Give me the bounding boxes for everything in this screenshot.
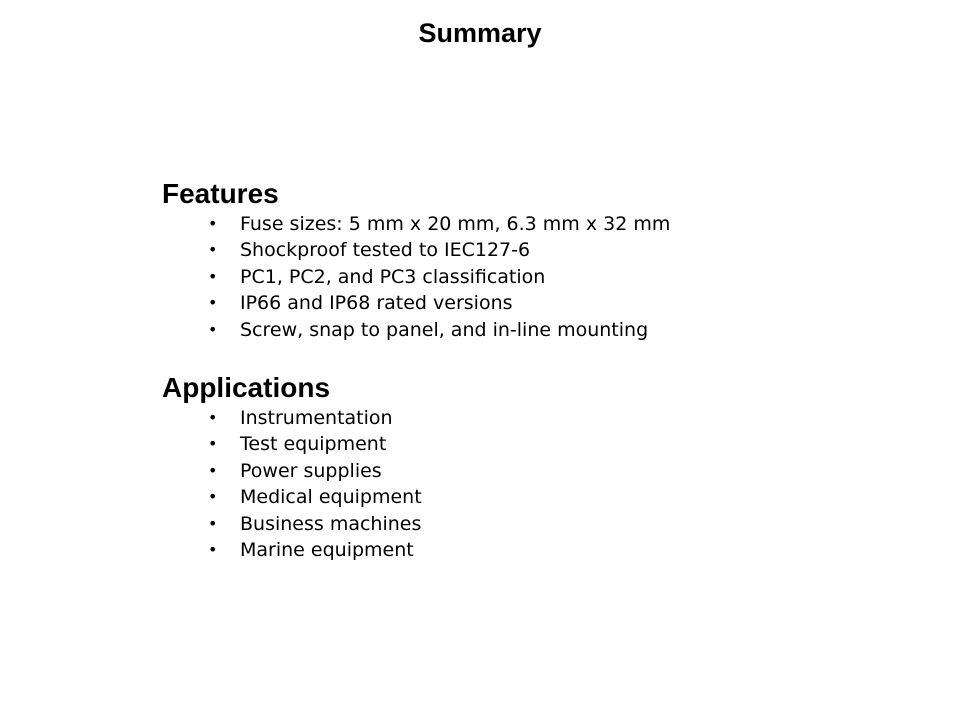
features-heading: Features [162,178,279,209]
feature-text: Fuse sizes: 5 mm x 20 mm, 6.3 mm x 32 mm [240,213,671,235]
applications-heading: Applications [162,372,331,403]
feature-text: PC1, PC2, and PC3 classification [240,265,546,288]
feature-text: Screw, snap to panel, and in-line mounting [240,318,649,341]
applications-list [162,405,422,563]
bullet-icon: • [208,513,218,533]
list-item [162,405,422,431]
application-text: Test equipment [240,433,387,456]
application-text: Power supplies [240,459,382,482]
list-item [162,290,670,316]
bullet-icon: • [208,214,218,233]
features-section [162,177,670,343]
bullet-icon: • [208,460,218,480]
page-title: Summary [418,18,542,48]
bullet-icon: • [208,487,218,507]
list-item [162,511,422,537]
features-list [162,211,670,343]
bullet-icon: • [208,434,218,454]
list-item [162,458,422,484]
bullet-icon: • [208,293,218,313]
application-text: Marine equipment [240,538,414,561]
bullet-icon: • [208,539,218,559]
list-item [162,211,670,237]
bullet-icon: • [208,266,218,286]
application-text: Instrumentation [240,407,393,429]
list-item [162,264,670,290]
list-item [162,484,422,510]
bullet-icon: • [208,408,218,427]
bullet-icon: • [208,240,218,260]
application-text: Business machines [240,512,422,535]
applications-section [162,371,422,563]
application-text: Medical equipment [240,486,422,509]
feature-text: Shockproof tested to IEC127-6 [240,239,531,262]
bullet-icon: • [208,319,218,339]
list-item [162,237,670,263]
list-item [162,431,422,457]
feature-text: IP66 and IP68 rated versions [240,292,513,315]
list-item [162,317,670,343]
list-item [162,537,422,563]
